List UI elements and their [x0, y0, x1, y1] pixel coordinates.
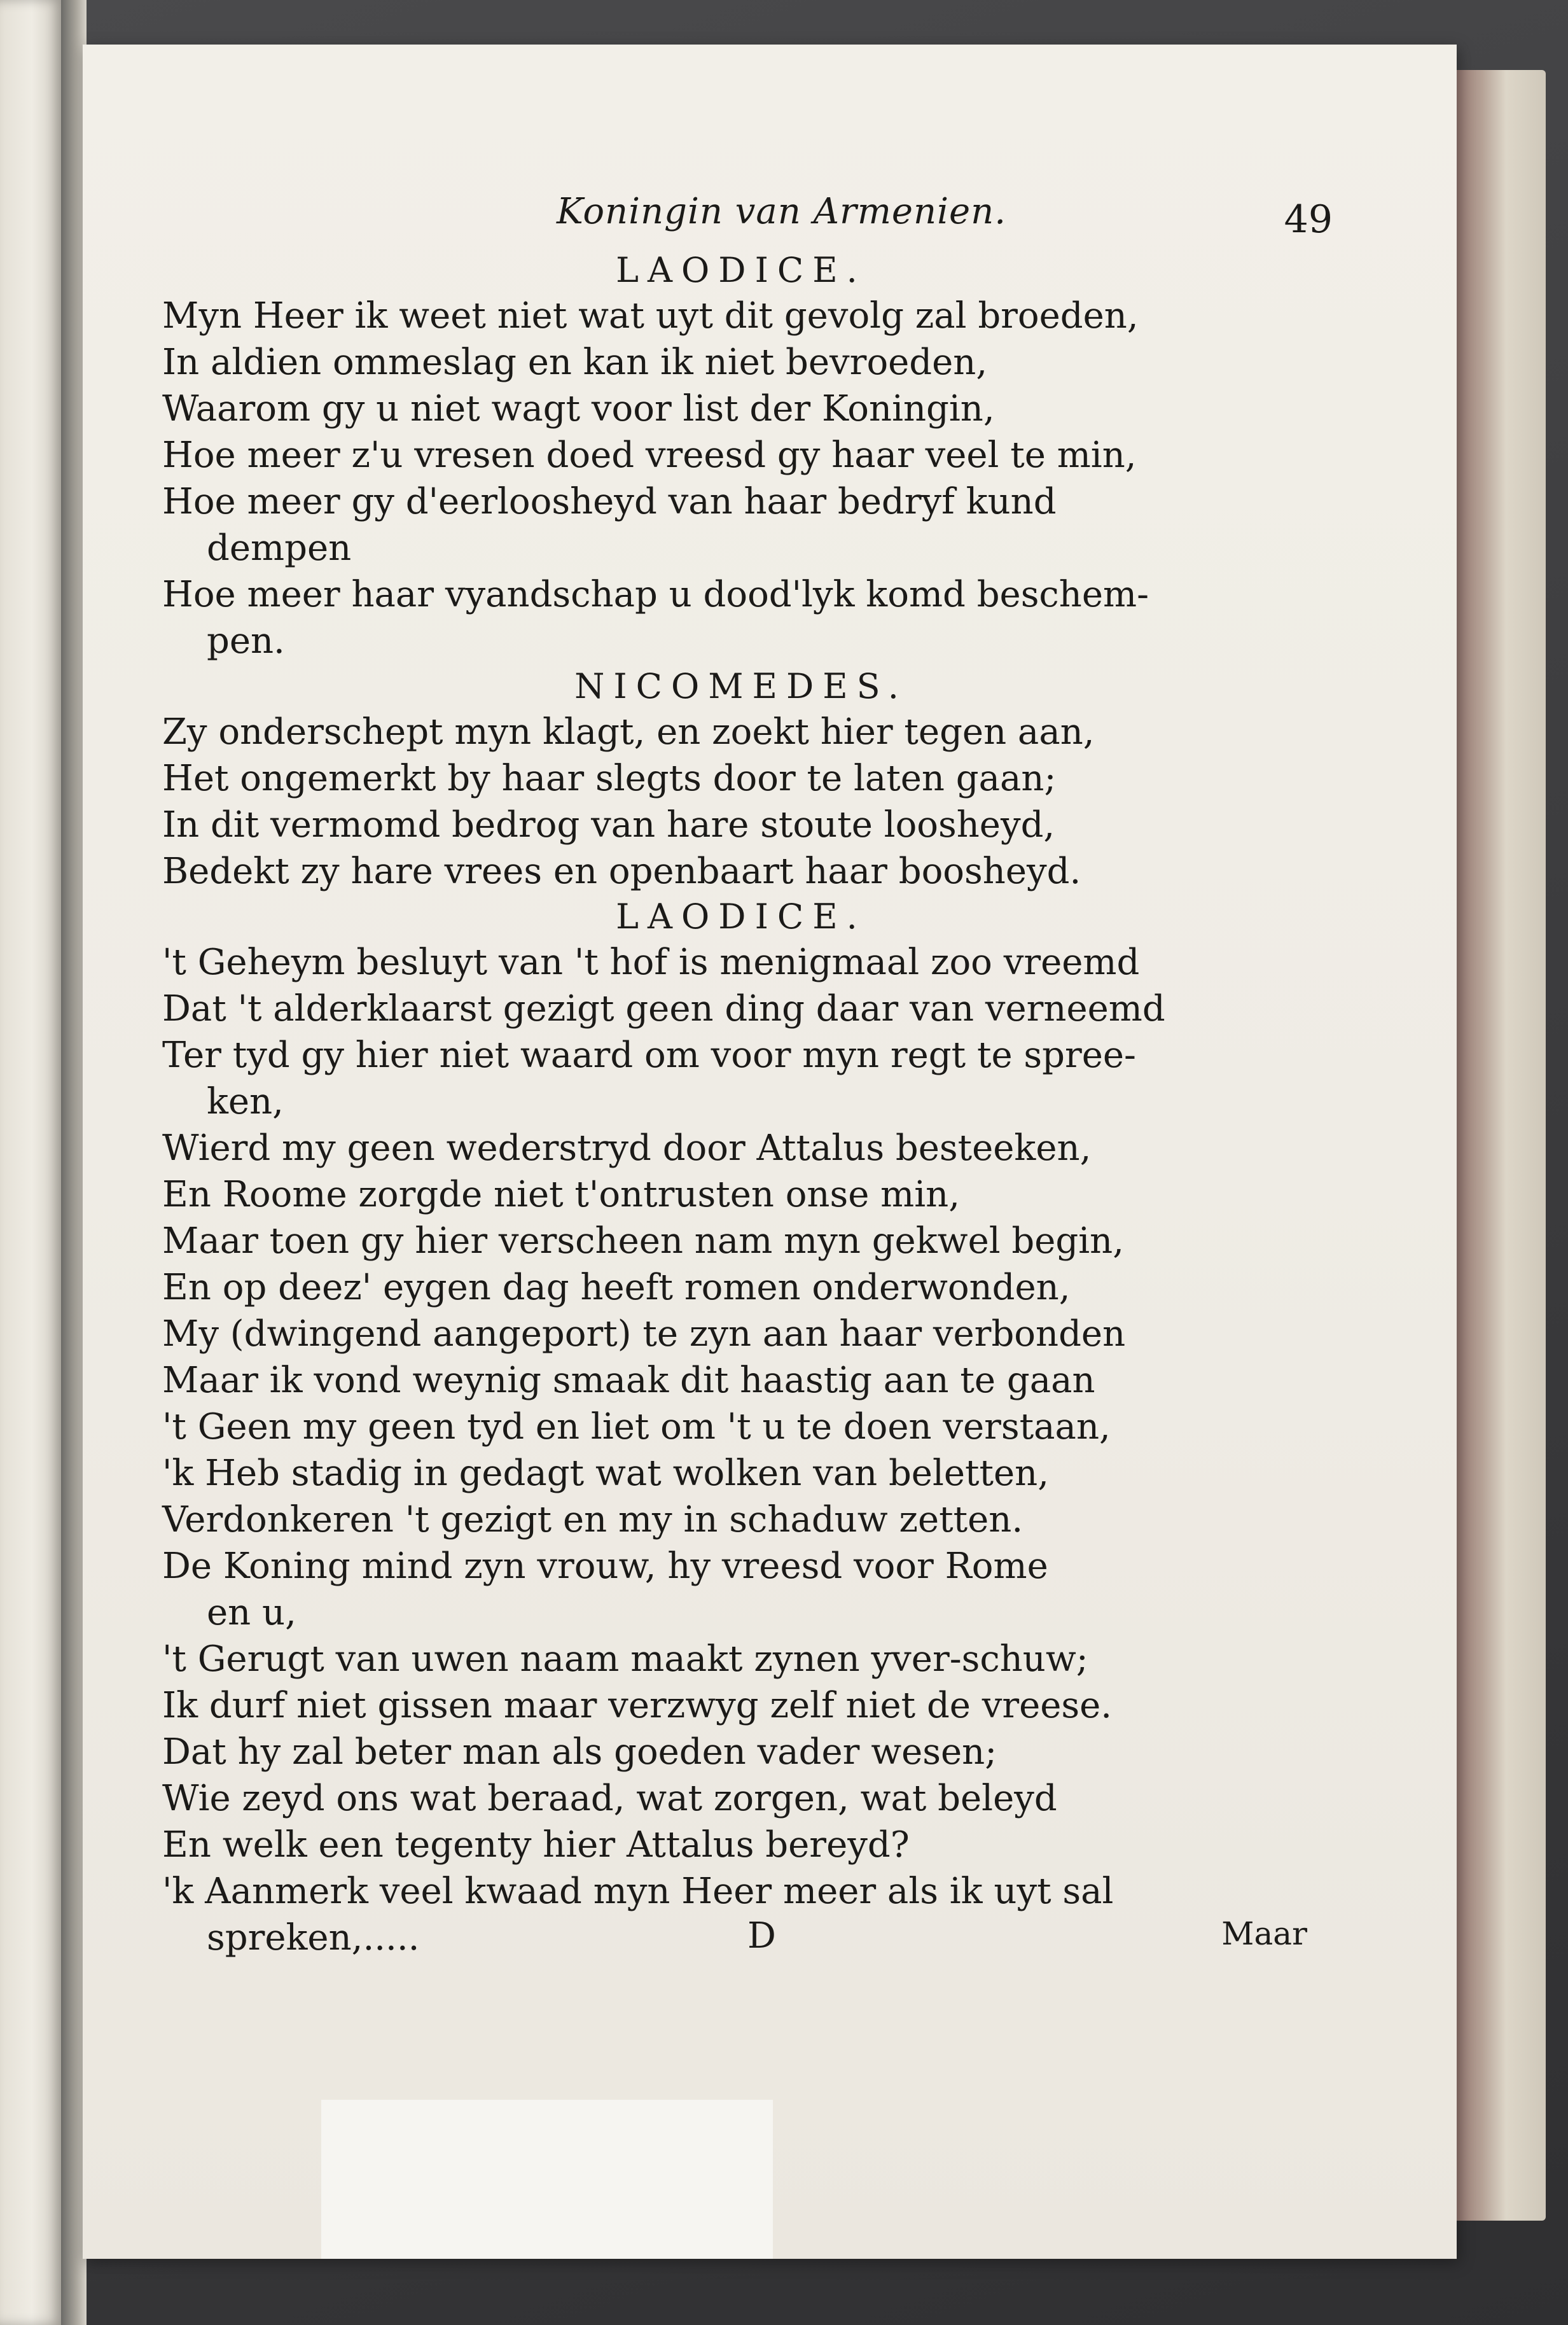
running-title: Koningin van Armenien.	[557, 191, 1007, 232]
running-head	[162, 191, 1333, 248]
verse-line: De Koning mind zyn vrouw, hy vreesd voor Rome	[162, 1546, 1048, 1587]
verse-line: Hoe meer haar vyandschap u dood'lyk komd beschem-	[162, 574, 1149, 615]
verse-line: In aldien ommeslag en kan ik niet bevroeden,	[162, 342, 988, 383]
verse-line-continuation: pen.	[207, 620, 285, 662]
verse-line: Dat hy zal beter man als goeden vader wesen;	[162, 1731, 997, 1773]
verse-line: 't Gerugt van uwen naam maakt zynen yver-schuw;	[162, 1638, 1088, 1680]
book-page	[83, 45, 1457, 2259]
verse-line: Ter tyd gy hier niet waard om voor myn regt te spree-	[162, 1035, 1136, 1076]
verse-line: Hoe meer z'u vresen doed vreesd gy haar veel te min,	[162, 435, 1137, 476]
verse-line-continuation: en u,	[207, 1592, 296, 1633]
verse-line-continuation: ken,	[207, 1081, 284, 1122]
verse-line: Verdonkeren 't gezigt en my in schaduw zetten.	[162, 1499, 1023, 1540]
verse-line: Dat 't alderklaarst gezigt geen ding daar van verneemd	[162, 988, 1165, 1030]
facing-page-edge	[0, 0, 64, 2325]
verse-line: 't Geheym besluyt van 't hof is menigmaal zoo vreemd	[162, 942, 1140, 983]
speaker-name: LAODICE.	[616, 897, 866, 937]
speaker-name: NICOMEDES.	[574, 666, 908, 706]
verse-line: Hoe meer gy d'eerloosheyd van haar bedryf kund	[162, 481, 1057, 522]
verse-line: En Roome zorgde niet t'ontrusten onse min,	[162, 1174, 961, 1215]
verse-line: Wierd my geen wederstryd door Attalus besteeken,	[162, 1128, 1092, 1169]
verse-line: Ik durf niet gissen maar verzwyg zelf niet de vreese.	[162, 1685, 1113, 1726]
verse-line: Het ongemerkt by haar slegts door te laten gaan;	[162, 758, 1057, 799]
verse-line-continuation: spreken,.....	[207, 1917, 420, 1958]
verse-line: My (dwingend aangeport) te zyn aan haar verbonden	[162, 1313, 1126, 1355]
catchword: Maar	[1221, 1915, 1307, 1952]
page-number: 49	[1284, 197, 1333, 242]
verse-line: En op deez' eygen dag heeft romen onderwonden,	[162, 1267, 1071, 1308]
verse-line: Myn Heer ik weet niet wat uyt dit gevolg zal broeden,	[162, 295, 1139, 337]
verse-line: 'k Aanmerk veel kwaad myn Heer meer als ik uyt sal	[162, 1871, 1114, 1912]
verse-line: Maar toen gy hier verscheen nam myn gekwel begin,	[162, 1220, 1125, 1262]
text-block	[162, 191, 1333, 2012]
verse-body	[162, 249, 1320, 1961]
verse-line: Maar ik vond weynig smaak dit haastig aan te gaan	[162, 1360, 1095, 1401]
speaker-name: LAODICE.	[616, 250, 866, 290]
verse-line: Bedekt zy hare vrees en openbaart haar boosheyd.	[162, 851, 1081, 892]
signature-mark: D	[747, 1915, 776, 1957]
verse-line: En welk een tegenty hier Attalus bereyd?	[162, 1824, 910, 1866]
verse-line: In dit vermomd bedrog van hare stoute loosheyd,	[162, 804, 1055, 846]
verse-line-continuation: dempen	[207, 527, 352, 569]
verse-line: Wie zeyd ons wat beraad, wat zorgen, wat beleyd	[162, 1778, 1057, 1819]
verse-line: 'k Heb stadig in gedagt wat wolken van beletten,	[162, 1453, 1050, 1494]
verse-line: 't Geen my geen tyd en liet om 't u te doen verstaan,	[162, 1406, 1111, 1448]
verse-line: Zy onderschept myn klagt, en zoekt hier tegen aan,	[162, 711, 1095, 753]
blank-label	[321, 2100, 773, 2259]
verse-line: Waarom gy u niet wagt voor list der Koningin,	[162, 388, 995, 429]
